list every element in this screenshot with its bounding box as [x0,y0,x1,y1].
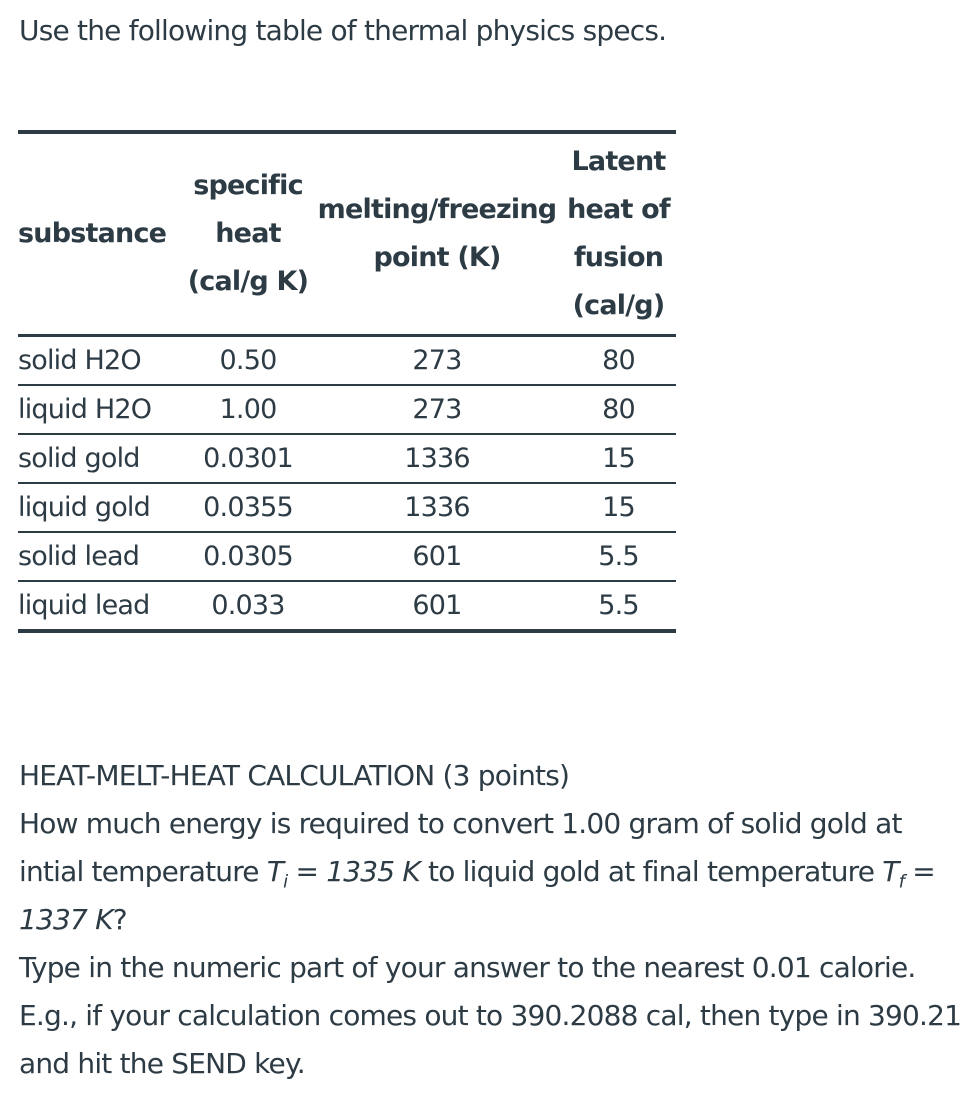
table-row [18,581,676,631]
cell-specific-heat: 0.0301 [183,434,313,483]
tf-symbol: T [882,855,899,888]
table-row [18,385,676,434]
header-line: Latent [571,146,666,177]
cell-latent-heat: 80 [561,336,676,386]
cell-specific-heat: 0.0355 [183,483,313,532]
cell-specific-heat: 0.033 [211,590,285,621]
header-line: (cal/g) [572,290,665,321]
cell-latent-heat: 80 [561,385,676,434]
cell-specific-heat: 0.0305 [183,532,313,581]
table-header-row [18,132,676,336]
initial-temperature [266,855,420,893]
tf-value: = 1337 K [19,855,935,936]
cell-substance: solid lead [18,532,183,581]
question-text [19,800,964,944]
thermal-specs-table [18,130,676,633]
ti-subscript: i [283,871,288,893]
cell-melting-point: 1336 [313,434,561,483]
header-line: heat of [567,194,670,225]
header-line: (cal/g K) [187,266,309,297]
question-block [19,752,964,1088]
cell-melting-point: 273 [313,385,561,434]
cell-latent-heat: 15 [561,483,676,532]
cell-melting-point: 601 [412,590,462,621]
ti-value: = 1335 K [287,855,420,888]
cell-specific-heat: 0.50 [183,336,313,386]
header-specific-heat [183,132,313,336]
header-substance-line: substance [18,218,167,249]
table-row [18,434,676,483]
header-latent-heat [561,132,676,336]
table-row [18,483,676,532]
cell-substance: liquid H2O [18,385,183,434]
cell-specific-heat: 1.00 [183,385,313,434]
answer-instructions: Type in the numeric part of your answer to the nearest 0.01 calorie. E.g., if your calculation comes out to 390.2088 cal, then type in 390.21 and hit the SEND key. [19,951,962,1080]
cell-melting-point: 273 [313,336,561,386]
header-line: melting/freezing [317,194,557,225]
cell-substance: solid H2O [18,336,183,386]
header-line: fusion [573,242,664,273]
tf-subscript: f [898,871,905,893]
table-row [18,532,676,581]
header-melting-point [313,132,561,336]
header-substance [18,132,183,336]
cell-substance: liquid lead [18,590,150,621]
cell-latent-heat: 5.5 [561,532,676,581]
cell-melting-point: 1336 [313,483,561,532]
cell-substance: liquid gold [18,483,183,532]
question-text-part: ? [112,903,127,936]
cell-latent-heat: 15 [561,434,676,483]
question-text-part: How much energy is required to convert 1.00 gram of solid gold at intial temperature [19,807,902,888]
cell-melting-point: 601 [313,532,561,581]
header-line: specific [193,170,303,201]
table-row [18,336,676,386]
header-line: heat [215,218,281,249]
ti-symbol: T [266,855,284,888]
question-title: HEAT-MELT-HEAT CALCULATION (3 points) [19,759,570,792]
intro-text: Use the following table of thermal physics specs. [19,14,667,47]
cell-substance: solid gold [18,434,183,483]
cell-latent-heat: 5.5 [598,590,639,621]
header-line: point (K) [373,242,501,273]
question-text-part: to liquid gold at final temperature [419,855,883,888]
